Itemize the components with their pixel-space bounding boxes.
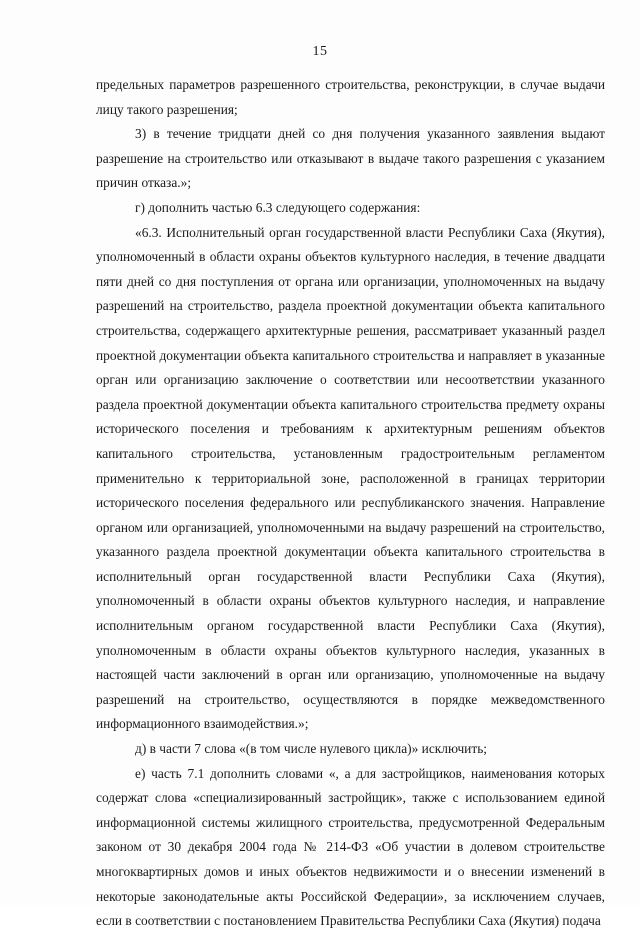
paragraph-item-d: д) в части 7 слова «(в том числе нулевого цикла)» исключить; (135, 741, 488, 757)
paragraph-item-e: е) часть 7.1 дополнить словами «, а для застройщиков, наименования которых содержат слова «специализированный застройщик», также с использованием единой информационной системы жилищного строительства, предусмотренной Федеральным законом от 30 декабря 2004 года № 214-ФЗ «Об участии в долевом строительстве многоквартирных домов и иных объектов недвижимости и о внесении изменений в некоторые законодательные акты Российской Федерации», за исключением случаев, если в соответствии с постановлением Правительства Республики Саха (Якутия) подача (96, 765, 605, 929)
document-body (96, 73, 605, 934)
paragraph-part-6-3: «6.3. Исполнительный орган государственной власти Республики Саха (Якутия), уполномоченный в области охраны объектов культурного наследия, в течение двадцати пяти дней со дня поступления от органа или организации, уполномоченных на выдачу разрешений на строительство, раздела проектной документации объекта капитального строительства, содержащего архитектурные решения, рассматривает указанный раздел проектной документации объекта капитального строительства и направляет в указанные орган или организацию заключение о соответствии или несоответствии указанного раздела проектной документации объекта капитального строительства предмету охраны исторического поселения и требованиям к архитектурным решениям объектов капитального строительства, установленным градостроительным регламентом применительно к территориальной зоне, расположенной в границах территории исторического поселения федерального или республиканского значения. Направление органом или организацией, уполномоченными на выдачу разрешений на строительство, указанного раздела проектной документации объекта капитального строительства в исполнительный орган государственной власти Республики Саха (Якутия), уполномоченный в области охраны объектов культурного наследия, и направление исполнительным органом государственной власти Республики Саха (Якутия), уполномоченным в области охраны объектов культурного наследия, указанных в настоящей части заключений в орган или организацию, уполномоченные на выдачу разрешений на строительство, осуществляются в порядке межведомственного информационного взаимодействия.»; (96, 224, 605, 732)
paragraph-continuation: предельных параметров разрешенного строительства, реконструкции, в случае выдачи лицу такого разрешения; (96, 77, 605, 117)
paragraph-item-3: 3) в течение тридцати дней со дня получения указанного заявления выдают разрешение на строительство или отказывают в выдаче такого разрешения с указанием причин отказа.»; (96, 126, 605, 191)
page-number: 15 (312, 44, 328, 59)
paragraph-item-g: г) дополнить частью 6.3 следующего содержания: (135, 199, 421, 215)
